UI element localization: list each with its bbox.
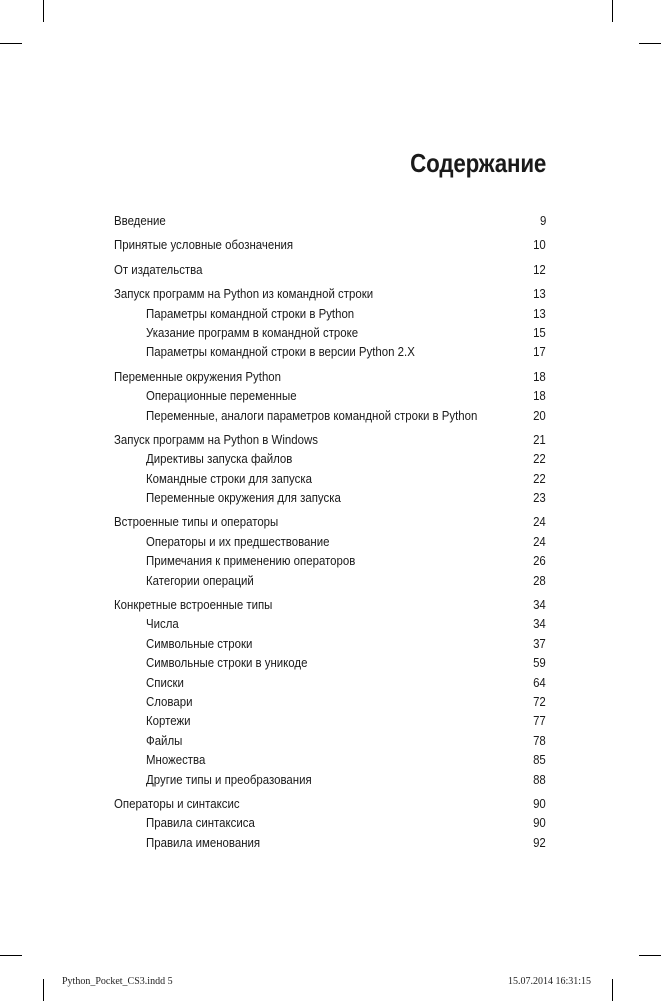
toc-section — [114, 512, 546, 590]
toc-page-number: 20 — [533, 407, 547, 423]
toc-entry-label: Запуск программ на Python в Windows — [114, 431, 318, 447]
toc-subentry[interactable] — [114, 571, 546, 590]
crop-mark-left-bottom — [0, 955, 22, 956]
toc-entry-label: Параметры командной строки в Python — [146, 305, 355, 321]
toc-entry[interactable] — [114, 367, 546, 386]
crop-mark-top-right — [612, 0, 613, 22]
toc-entry-label: Командные строки для запуска — [146, 470, 312, 486]
toc-subentry[interactable] — [114, 532, 546, 551]
toc-entry-label: Числа — [146, 616, 179, 632]
toc-entry-label: Символьные строки — [146, 635, 253, 651]
toc-subentry[interactable] — [114, 304, 546, 323]
toc-page-number: 17 — [533, 344, 546, 360]
print-slug — [62, 976, 591, 987]
toc-section — [114, 794, 546, 852]
toc-subentry[interactable] — [114, 833, 546, 852]
toc-entry-label: Операторы и их предшествование — [146, 533, 330, 549]
toc-entry-label: От издательства — [114, 261, 203, 277]
toc-page-number: 88 — [533, 771, 546, 787]
table-of-contents — [114, 211, 546, 857]
toc-page-number: 72 — [533, 693, 546, 709]
toc-subentry[interactable] — [114, 469, 546, 488]
toc-entry-label: Символьные строки в уникоде — [146, 655, 308, 671]
toc-entry-label: Категории операций — [146, 572, 254, 588]
toc-subentry[interactable] — [114, 673, 546, 692]
toc-page-number: 26 — [533, 553, 546, 569]
toc-page-number: 59 — [533, 655, 546, 671]
toc-page-number: 28 — [533, 572, 546, 588]
toc-page-number: 37 — [533, 635, 546, 651]
toc-page-number: 13 — [533, 305, 546, 321]
toc-entry[interactable] — [114, 512, 546, 531]
toc-page-number: 22 — [533, 451, 546, 467]
toc-entry-label: Указание программ в командной строке — [146, 324, 359, 340]
toc-section — [114, 211, 546, 230]
toc-page-number: 64 — [533, 674, 546, 690]
toc-page-number: 90 — [533, 815, 546, 831]
toc-page-number: 23 — [533, 490, 546, 506]
toc-subentry[interactable] — [114, 406, 546, 425]
toc-subentry[interactable] — [114, 551, 546, 570]
toc-entry-label: Директивы запуска файлов — [146, 451, 293, 467]
toc-subentry[interactable] — [114, 614, 546, 633]
crop-mark-bottom-left — [43, 979, 44, 1001]
toc-entry[interactable] — [114, 211, 546, 230]
toc-subentry[interactable] — [114, 653, 546, 672]
toc-entry-label: Другие типы и преобразования — [146, 771, 312, 787]
toc-entry-label: Встроенные типы и операторы — [114, 514, 279, 530]
toc-page-number: 92 — [533, 834, 546, 850]
toc-entry[interactable] — [114, 794, 546, 813]
toc-page-number: 77 — [533, 713, 546, 729]
toc-page-number: 15 — [533, 324, 546, 340]
toc-entry-label: Множества — [146, 752, 206, 768]
toc-entry-label: Операционные переменные — [146, 388, 297, 404]
toc-page-number: 24 — [533, 514, 546, 530]
toc-entry-label: Переменные, аналоги параметров командной строки в Python — [146, 407, 478, 423]
toc-subentry[interactable] — [114, 711, 546, 730]
toc-page-number: 13 — [533, 286, 546, 302]
page-title: Содержание — [409, 148, 546, 178]
crop-mark-top-left — [43, 0, 44, 22]
toc-entry-label: Операторы и синтаксис — [114, 795, 240, 811]
toc-subentry[interactable] — [114, 731, 546, 750]
toc-section — [114, 367, 546, 425]
toc-page-number: 78 — [533, 732, 546, 748]
toc-subentry[interactable] — [114, 342, 546, 361]
toc-subentry[interactable] — [114, 750, 546, 769]
toc-entry[interactable] — [114, 235, 546, 254]
toc-page-number: 24 — [533, 533, 546, 549]
toc-entry-label: Переменные окружения Python — [114, 368, 282, 384]
toc-entry-label: Файлы — [146, 732, 183, 748]
toc-section — [114, 430, 546, 508]
crop-mark-right-bottom — [639, 955, 661, 956]
toc-entry-label: Правила именования — [146, 834, 261, 850]
toc-section — [114, 595, 546, 789]
toc-page-number: 18 — [533, 388, 546, 404]
crop-mark-bottom-right — [612, 979, 613, 1001]
toc-subentry[interactable] — [114, 449, 546, 468]
toc-section — [114, 284, 546, 362]
toc-entry-label: Принятые условные обозначения — [114, 237, 294, 253]
toc-entry-label: Параметры командной строки в версии Python 2.X — [146, 344, 415, 360]
toc-subentry[interactable] — [114, 488, 546, 507]
toc-entry[interactable] — [114, 260, 546, 279]
toc-subentry[interactable] — [114, 770, 546, 789]
toc-page-number: 85 — [533, 752, 546, 768]
toc-entry[interactable] — [114, 430, 546, 449]
toc-entry[interactable] — [114, 595, 546, 614]
toc-page-number: 34 — [533, 616, 546, 632]
toc-page-number: 10 — [533, 237, 546, 253]
toc-entry-label: Словари — [146, 693, 193, 709]
footer-filename: Python_Pocket_CS3.indd 5 — [62, 976, 173, 987]
toc-subentry[interactable] — [114, 692, 546, 711]
toc-page-number: 90 — [533, 795, 546, 811]
toc-entry-label: Списки — [146, 674, 184, 690]
crop-mark-right-top — [639, 43, 661, 44]
toc-page-number: 12 — [533, 261, 546, 277]
toc-entry-label: Запуск программ на Python из командной строки — [114, 286, 374, 302]
toc-section — [114, 235, 546, 254]
toc-entry-label: Правила синтаксиса — [146, 815, 255, 831]
toc-page-number: 34 — [533, 597, 546, 613]
toc-entry-label: Кортежи — [146, 713, 191, 729]
toc-page-number: 18 — [533, 368, 546, 384]
crop-mark-left-top — [0, 43, 22, 44]
toc-subentry[interactable] — [114, 386, 546, 405]
toc-subentry[interactable] — [114, 323, 546, 342]
toc-subentry[interactable] — [114, 634, 546, 653]
toc-page-number: 9 — [539, 213, 546, 228]
toc-subentry[interactable] — [114, 813, 546, 832]
toc-page-number: 21 — [533, 431, 546, 447]
toc-entry-label: Введение — [114, 213, 166, 228]
toc-entry-label: Переменные окружения для запуска — [146, 490, 341, 506]
toc-entry[interactable] — [114, 284, 546, 303]
toc-entry-label: Конкретные встроенные типы — [114, 597, 273, 613]
footer-timestamp: 15.07.2014 16:31:15 — [507, 976, 591, 987]
toc-section — [114, 260, 546, 279]
toc-entry-label: Примечания к применению операторов — [146, 553, 356, 569]
toc-page-number: 22 — [533, 470, 546, 486]
